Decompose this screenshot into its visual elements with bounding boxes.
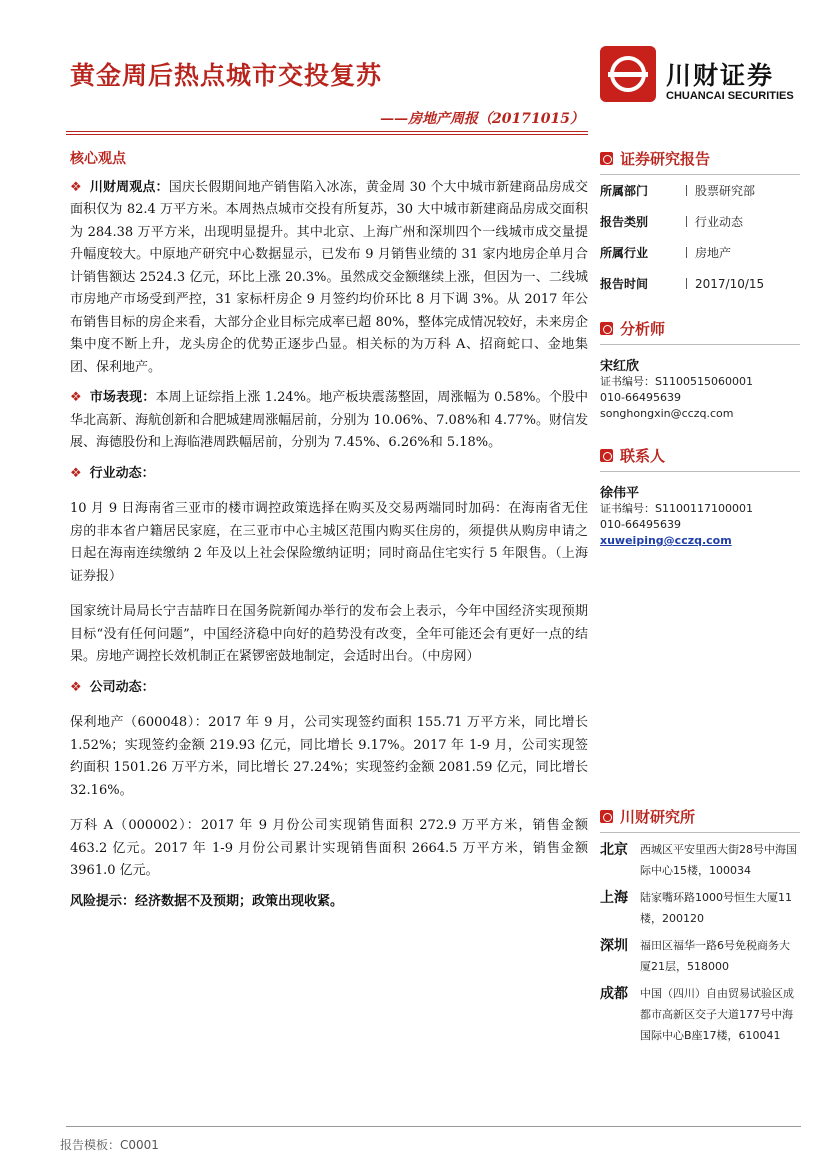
diamond-bullet-icon: ❖ — [70, 179, 82, 195]
footer-divider — [66, 1126, 801, 1127]
title-divider-secondary — [66, 134, 588, 135]
analyst-panel — [600, 318, 800, 422]
report-subtitle: ——房地产周报（20171015） — [380, 111, 584, 127]
company-logo — [600, 46, 796, 106]
market-paragraph — [70, 387, 588, 455]
risk-warning: 风险提示：经济数据不及预期；政策出现收紧。 — [70, 893, 344, 909]
company-heading — [70, 677, 588, 700]
industry-paragraph: 国家统计局局长宁吉喆昨日在国务院新闻办举行的发布会上表示，今年中国经济实现预期目标“没有任何问题”，中国经济稳中向好的趋势没有改变，全年可能还会有更好一点的结果。房地产调控长效机制正在紧锣密鼓地制定，会适时出台。（中房网） — [70, 604, 588, 664]
core-heading: 核心观点 — [70, 151, 126, 167]
market-text: 本周上证综指上涨 1.24%。地产板块震荡整固，周涨幅为 0.58%。个股中华北高新、海航创新和合肥城建周涨幅居前，分别为 10.06%、7.08%和 4.77%。财信发展、海德股份和上海临港周跌幅居前，分别为 7.45%、6.26%和 5.18%。 — [70, 390, 588, 450]
industry-lead: 行业动态： — [89, 465, 155, 481]
report-info-heading: 证券研究报告 — [600, 148, 800, 169]
office-shenzhen: 深圳 福田区福华一路6号免税商务大厦21层，518000 — [600, 938, 790, 973]
analyst-heading: 分析师 — [600, 318, 800, 339]
industry-paragraph: 10 月 9 日海南省三亚市的楼市调控政策选择在购买及交易两端同时加码：在海南省无住房的非本省户籍居民家庭，在三亚市中心主城区范围内购买住房的，须提供从购房申请之日起在海南连续缴纳 2 年及以上社会保险缴纳证明；同时商品住宅实行 5 年限售。（上海证券报） — [70, 501, 588, 584]
info-row-category: 报告类别 行业动态 — [600, 215, 744, 229]
contact-email-link[interactable]: xuweiping@cczq.com — [600, 534, 732, 547]
analyst-cert: 证书编号：S1100515060001 — [600, 375, 753, 388]
template-code: 报告模板：C0001 — [60, 1138, 159, 1152]
contact-name: 徐伟平 — [600, 486, 640, 501]
info-row-department: 所属部门 股票研究部 — [600, 184, 756, 198]
company-paragraph: 万科 A（000002）：2017 年 9 月份公司实现销售面积 272.9 万平方米，销售金额 463.2 亿元。2017 年 1-9 月份公司累计实现销售面积 2664.5 万平方米，销售金额 3961.0 亿元。 — [70, 818, 588, 878]
main-content — [70, 148, 588, 913]
logo-badge-icon — [600, 449, 613, 462]
diamond-bullet-icon: ❖ — [70, 390, 82, 405]
contact-heading: 联系人 — [600, 445, 800, 466]
report-title: 黄金周后热点城市交投复苏 — [70, 61, 383, 90]
logo-badge-icon — [600, 322, 613, 335]
analyst-email: songhongxin@cczq.com — [600, 407, 734, 420]
office-shanghai: 上海 陆家嘴环路1000号恒生大厦11楼，200120 — [600, 890, 792, 925]
analyst-phone: 010-66495639 — [600, 391, 681, 404]
logo-name-en: CHUANCAI SECURITIES — [666, 90, 794, 102]
contact-cert: 证书编号：S1100117100001 — [600, 502, 753, 515]
view-text: 国庆长假期间地产销售陷入冰冻，黄金周 30 个大中城市新建商品房成交面积仅为 82.4 万平方米。本周热点城市交投有所复苏，30 大中城市新建商品房成交面积为 284.38 万平方米，出现明显提升。其中北京、上海广州和深圳四个一线城市成交量提升幅度较大。中原地产研究中心数据显示，已发布 9 月销售业绩的 31 家内地房企单月合计销售额达 2524.3 亿元，环比上涨 20.3%。虽然成交金额继续上涨，但因为一、二线城市房地产市场受到严控，31 家标杆房企 9 月签约均价环比 8 月下调 3%。从 2017 年公布销售目标的房企来看，大部分企业目标完成率已超 80%，整体完成情况较好，未来房企集中度不断上升，龙头房企的优势正逐步凸显。相关标的为万科 A、招商蛇口、金地集团、保利地产。 — [70, 179, 588, 375]
market-lead: 市场表现： — [89, 390, 156, 405]
view-paragraph — [70, 177, 588, 380]
contact-phone: 010-66495639 — [600, 518, 681, 531]
contact-panel — [600, 445, 800, 549]
office-beijing: 北京 西城区平安里西大街28号中海国际中心15楼，100034 — [600, 842, 797, 877]
info-row-date: 报告时间 2017/10/15 — [600, 276, 765, 291]
logo-badge-icon — [600, 152, 613, 165]
logo-mark-icon — [600, 46, 656, 102]
industry-heading — [70, 463, 588, 486]
title-divider — [66, 131, 588, 132]
logo-name-cn: 川财证券 — [666, 61, 775, 90]
office-chengdu: 成都 中国（四川）自由贸易试验区成都市高新区交子大道177号中海国际中心B座17楼，610041 — [600, 986, 794, 1042]
report-info-panel — [600, 148, 800, 299]
company-paragraph: 保利地产（600048）：2017 年 9 月，公司实现签约面积 155.71 万平方米，同比增长 1.52%；实现签约金额 219.93 亿元，同比增长 9.17%。2017 年 1-9 月，公司实现签约面积 1501.26 万平方米，同比增长 27.24%；实现签约金额 2081.59 亿元，同比增长 32.16%。 — [70, 715, 588, 798]
logo-badge-icon — [600, 810, 613, 823]
diamond-bullet-icon: ❖ — [70, 465, 82, 481]
institute-heading: 川财研究所 — [600, 806, 800, 827]
analyst-name: 宋红欣 — [600, 359, 640, 374]
info-row-industry: 所属行业 房地产 — [600, 246, 732, 260]
company-lead: 公司动态： — [89, 679, 155, 695]
diamond-bullet-icon: ❖ — [70, 679, 82, 695]
view-lead: 川财周观点： — [89, 179, 169, 195]
institute-panel — [600, 806, 800, 1046]
